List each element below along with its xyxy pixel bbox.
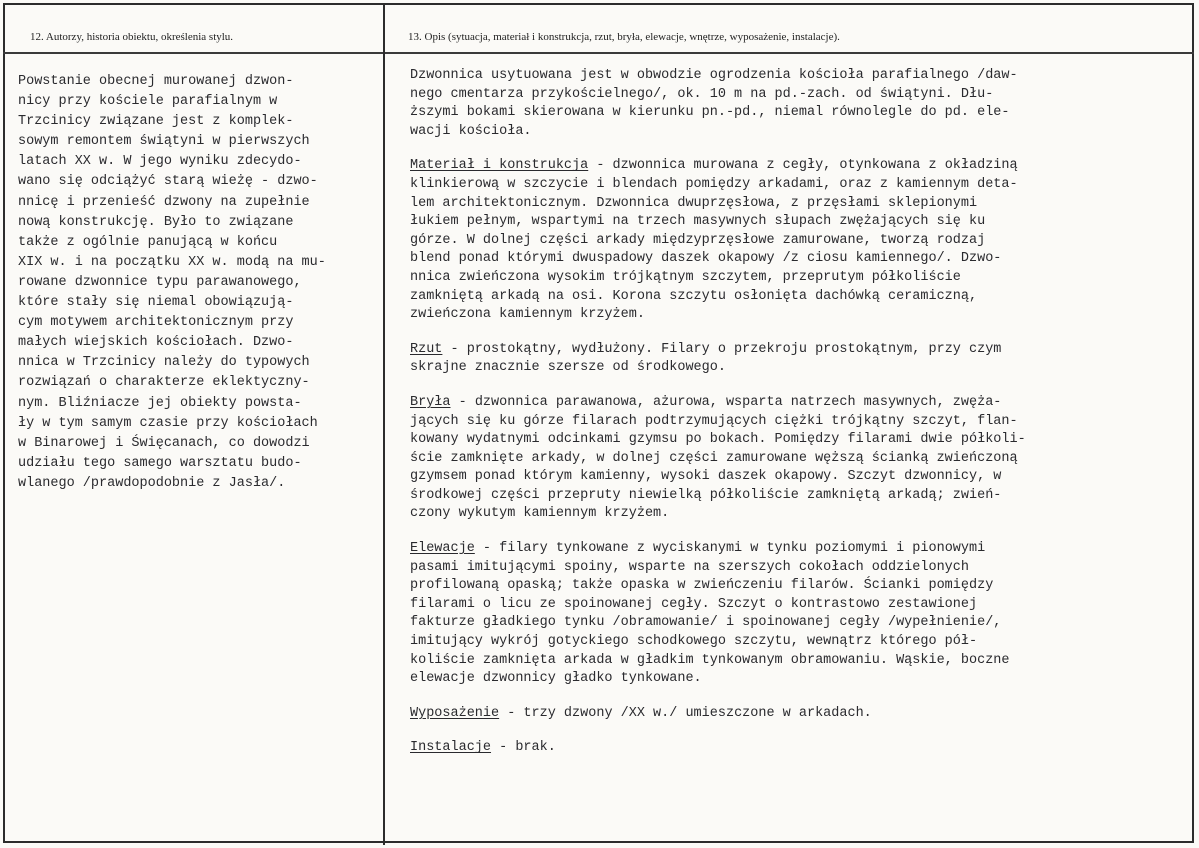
description-line bbox=[410, 614, 1180, 633]
description-line bbox=[410, 269, 1180, 288]
description-line-text: profilowaną opaską; także opaska w zwieńczeniu filarów. Ścianki pomiędzy bbox=[410, 578, 994, 594]
description-line bbox=[410, 176, 1180, 195]
history-text-line: nnica w Trzcinicy należy do typowych bbox=[18, 355, 310, 371]
description-line-text: blend ponad którymi dwuspadowy daszek okapowy /z ciosu kamiennego/. Dzwo- bbox=[410, 251, 1002, 267]
history-text-line: latach XX w. W jego wyniku zdecydo- bbox=[18, 154, 302, 170]
description-line bbox=[410, 195, 1180, 214]
history-text-line: małych wiejskich kościołach. Dzwo- bbox=[18, 335, 294, 351]
description-line-text: gzymsem ponad którym kamienny, wysoki daszek okapowy. Szczyt dzwonnicy, w bbox=[410, 469, 1002, 485]
description-line-text: klinkierową w szczycie i blendach pomiędzy arkadami, oraz z kamiennym deta- bbox=[410, 176, 1018, 192]
description-line bbox=[410, 487, 1180, 506]
description-line-text: - brak. bbox=[491, 740, 556, 756]
description-line bbox=[410, 250, 1180, 269]
description-line-text: jących się ku górze filarach podtrzymujących ciężki trójkątny szczyt, flan- bbox=[410, 413, 1018, 429]
history-text-line: wano się odciążyć starą wieżę - dzwo- bbox=[18, 174, 318, 190]
description-line-text: koliście zamknięta arkada w gładkim tynkowanym obramowaniu. Wąskie, boczne bbox=[410, 652, 1010, 668]
history-text-line: w Binarowej i Święcanach, co dowodzi bbox=[18, 435, 310, 451]
section-term: Elewacje bbox=[410, 541, 475, 557]
description-line bbox=[410, 739, 1180, 758]
section-term: Instalacje bbox=[410, 740, 492, 756]
description-line-text: ście zamknięte arkady, w dolnej części zamurowane węższą ścianką zwieńczoną bbox=[410, 450, 1018, 466]
description-line-text: Dzwonnica usytuowana jest w obwodzie ogrodzenia kościoła parafialnego /daw- bbox=[410, 68, 1018, 83]
header-rule bbox=[3, 52, 1194, 54]
description-line-text: pasami imitującymi spoiny, wsparte na szerszych cokołach oddzielonych bbox=[410, 559, 969, 575]
description-text bbox=[410, 67, 1180, 774]
history-text bbox=[18, 72, 390, 494]
description-line-text: - prostokątny, wydłużony. Filary o przekroju prostokątnym, przy czym bbox=[442, 341, 1002, 357]
description-line-text: elewacje dzwonnicy gładko tynkowane. bbox=[410, 671, 702, 687]
section-term: Bryła bbox=[410, 394, 451, 410]
description-line bbox=[410, 288, 1180, 307]
section-term: Materiał i konstrukcja bbox=[410, 158, 589, 174]
history-text-line: nicy przy kościele parafialnym w bbox=[18, 94, 278, 110]
description-line bbox=[410, 306, 1180, 325]
description-line-text: - dzwonnica parawanowa, ażurowa, wsparta natrzech masywnych, zwęża- bbox=[450, 394, 1002, 410]
history-text-line: ły w tym samym czasie przy kościołach bbox=[18, 415, 318, 431]
description-line-text: zamkniętą arkadą na osi. Korona szczytu osłonięta dachówką ceramiczną, bbox=[410, 288, 978, 304]
description-line bbox=[410, 86, 1180, 105]
section-term: Rzut bbox=[410, 341, 443, 357]
history-text-line: nym. Bliźniacze jej obiekty powsta- bbox=[18, 395, 302, 411]
description-section bbox=[410, 341, 1180, 378]
description-line bbox=[410, 450, 1180, 469]
history-text-line: Trzcinicy związane jest z komplek- bbox=[18, 114, 294, 130]
description-section bbox=[410, 739, 1180, 758]
description-line bbox=[410, 213, 1180, 232]
history-text-line: udziału tego samego warsztatu budo- bbox=[18, 455, 302, 471]
history-text-line: XIX w. i na początku XX w. modą na mu- bbox=[18, 254, 326, 270]
description-line-text: górze. W dolnej części arkady międzyprzęsłowe zamurowane, tworzą rodzaj bbox=[410, 232, 986, 248]
description-line-text: nnica zwieńczona wysokim trójkątnym szczytem, przeprutym półkoliście bbox=[410, 269, 961, 285]
history-text-line: sowym remontem świątyni w pierwszych bbox=[18, 134, 310, 150]
description-section bbox=[410, 67, 1180, 141]
description-line bbox=[410, 431, 1180, 450]
section-term: Wyposażenie bbox=[410, 705, 500, 721]
description-line bbox=[410, 232, 1180, 251]
description-line bbox=[410, 123, 1180, 142]
description-line bbox=[410, 341, 1180, 360]
description-section bbox=[410, 540, 1180, 689]
description-line bbox=[410, 670, 1180, 689]
description-line-text: wacji kościoła. bbox=[410, 123, 532, 139]
description-line-text: - filary tynkowane z wyciskanymi w tynku poziomymi i pionowymi bbox=[474, 541, 986, 557]
history-text-line: cym motywem architektonicznym przy bbox=[18, 315, 294, 331]
description-line bbox=[410, 559, 1180, 578]
description-section bbox=[410, 157, 1180, 324]
description-line-text: nego cmentarza przykościelnego/, ok. 10 m na pd.-zach. od świątyni. Dłu- bbox=[410, 86, 994, 102]
history-text-line: nową konstrukcję. Było to związane bbox=[18, 214, 294, 230]
description-line bbox=[410, 359, 1180, 378]
description-line-text: - trzy dzwony /XX w./ umieszczone w arkadach. bbox=[499, 705, 872, 721]
description-line bbox=[410, 104, 1180, 123]
description-line-text: - dzwonnica murowana z cegły, otynkowana z okładziną bbox=[588, 158, 1018, 174]
description-line-text: kowany wydatnymi odcinkami gzymsu po bokach. Pomiędzy filarami dwie półkoli- bbox=[410, 432, 1026, 448]
description-line bbox=[410, 394, 1180, 413]
history-text-line: rowane dzwonnice typu parawanowego, bbox=[18, 274, 302, 290]
description-line-text: łukiem pełnym, wspartymi na trzech masywnych słupach zwężających się ku bbox=[410, 214, 986, 230]
description-line bbox=[410, 468, 1180, 487]
description-line bbox=[410, 633, 1180, 652]
description-line bbox=[410, 540, 1180, 559]
description-section bbox=[410, 705, 1180, 724]
right-column-header: 13. Opis (sytuacja, materiał i konstrukcja, rzut, bryła, elewacje, wnętrze, wyposażenie, instalacje). bbox=[408, 31, 840, 43]
history-text-line: wlanego /prawdopodobnie z Jasła/. bbox=[18, 475, 286, 491]
left-column-header: 12. Autorzy, historia obiektu, określenia stylu. bbox=[30, 31, 234, 43]
history-text-line: nnicę i przenieść dzwony na zupełnie bbox=[18, 194, 310, 210]
description-line bbox=[410, 705, 1180, 724]
description-line bbox=[410, 652, 1180, 671]
description-line-text: fakturze gładkiego tynku /obramowanie/ i spoinowanej cegły /wypełnienie/, bbox=[410, 615, 1002, 631]
description-line-text: czony wykutym kamiennym krzyżem. bbox=[410, 506, 670, 522]
description-line-text: filarami o licu ze spoinowanej cegły. Szczyt o kontrastowo zestawionej bbox=[410, 596, 978, 612]
description-line bbox=[410, 577, 1180, 596]
history-text-line: także z ogólnie panującą w końcu bbox=[18, 234, 278, 250]
description-line-text: zwieńczona kamiennym krzyżem. bbox=[410, 307, 645, 323]
description-line-text: imitujący wykrój gotyckiego schodkowego szczytu, wewnątrz którego pół- bbox=[410, 634, 978, 650]
history-text-line: które stały się niemal obowiązują- bbox=[18, 295, 294, 311]
description-line-text: ższymi bokami skierowana w kierunku pn.-pd., niemal równolegle do pd. ele- bbox=[410, 105, 1010, 121]
history-text-line: Powstanie obecnej murowanej dzwon- bbox=[18, 74, 294, 89]
description-section bbox=[410, 394, 1180, 524]
description-line bbox=[410, 596, 1180, 615]
description-line bbox=[410, 67, 1180, 86]
description-line-text: lem architektonicznym. Dzwonnica dwuprzęsłowa, z przęsłami sklepionymi bbox=[410, 195, 978, 211]
description-line bbox=[410, 157, 1180, 176]
description-line bbox=[410, 413, 1180, 432]
description-line-text: skrajne znacznie szersze od środkowego. bbox=[410, 360, 726, 376]
description-line-text: środkowej części przepruty niewielką półkoliście zamkniętą arkadą; zwień- bbox=[410, 487, 1002, 503]
history-text-line: rozwiązań o charakterze eklektyczny- bbox=[18, 375, 310, 391]
description-line bbox=[410, 505, 1180, 524]
